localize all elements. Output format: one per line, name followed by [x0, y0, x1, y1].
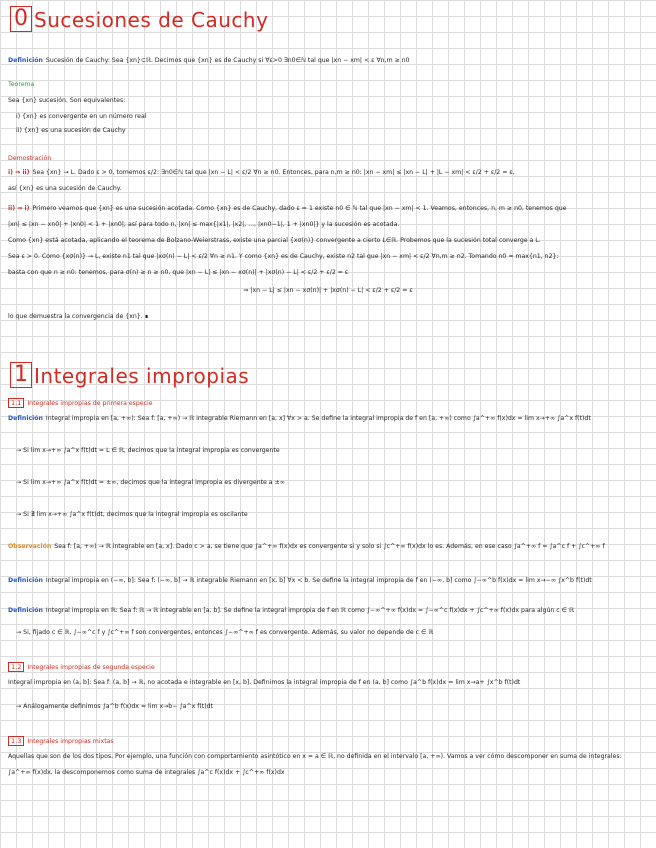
definition-1-bullet-oscillating: → Si ∄ lim x→+∞ ∫a^x f(t)dt, decimos que la integral impropia es oscilante — [16, 511, 248, 518]
section-0-title: Sucesiones de Cauchy — [34, 8, 269, 32]
theorem-intro: Sea {xn} sucesión. Son equivalentes: — [8, 97, 126, 104]
subsection-1-2-title: Integrales impropias de segunda especie — [27, 664, 155, 671]
subsection-1-1-title: Integrales impropias de primera especie — [27, 400, 153, 407]
proof-part-2-text: Primero veamos que {xn} es una sucesión acotada. Como {xn} es de Cauchy, dado ε = 1 existe n0 ∈ ℕ tal que |xn − xm| < 1. Veamos, entonces, n, m ≥ n0, tenemos que — [32, 205, 567, 212]
definition-text: Sucesión de Cauchy: Sea {xn}⊂ℝ. Decimos que {xn} es de Cauchy si ∀ε>0 ∃n0∈ℕ tal que |xn − xm| < ε ∀n,m ≥ n0 — [45, 57, 410, 64]
observation-label: Observación — [8, 543, 52, 550]
definition-2-label: Definición — [8, 577, 43, 584]
definition-improper-a-inf — [8, 414, 648, 423]
definition-3-bullet: → Si, fijado c ∈ ℝ, ∫−∞^c f y ∫c^+∞ f son convergentes, entonces ∫−∞^+∞ f es convergente. Además, su valor no depende de c ∈ ℝ — [16, 629, 434, 636]
subsection-1-3-number: 1.3 — [8, 736, 24, 746]
theorem-item-ii: ii) {xn} es una sucesión de Cauchy — [16, 127, 126, 134]
theorem-item-i: i) {xn} es convergente en un número real — [16, 113, 147, 120]
definition-cauchy — [8, 56, 648, 65]
subsection-1-1-number: 1.1 — [8, 398, 24, 408]
definition-label: Definición — [8, 57, 43, 64]
proof-part-1-label: i) ⇒ ii) — [8, 169, 30, 176]
proof-line-2 — [8, 204, 648, 213]
subsection-1-2-bullet: → Análogamente definimos ∫a^b f(x)dx = lim x→b− ∫a^x f(t)dt — [16, 703, 213, 710]
section-1-number: 1 — [10, 362, 32, 388]
definition-1-bullet-divergent: → Si lim x→+∞ ∫a^x f(t)dt = ±∞, decimos que la integral impropia es divergente a ±∞ — [16, 479, 285, 486]
proof-line-1b: así {xn} es una sucesión de Cauchy. — [8, 185, 122, 192]
subsection-1-2-definition: Integral impropia en (a, b]: Sea f: (a, b] → ℝ, no acotada e integrable en [x, b]. Definimos la integral impropia de f en (a, b] como ∫a^b f(x)dx = lim x→a+ ∫x^b f(t)dt — [8, 679, 521, 686]
proof-part-2-label: ii) ⇒ i) — [8, 205, 30, 212]
theorem-label: Teorema — [8, 81, 35, 88]
subsection-1-1-heading — [8, 398, 648, 408]
definition-improper-real-line — [8, 606, 648, 615]
definition-1-bullet-convergent: → Si lim x→+∞ ∫a^x f(t)dt = L ∈ ℝ, decimos que la integral impropia es convergente — [16, 447, 280, 454]
definition-3-label: Definición — [8, 607, 43, 614]
proof-label: Demostración — [8, 155, 52, 162]
proof-equation: ⇒ |xn − L| ≤ |xn − xσ(n)| + |xσ(n) − L| < ε/2 + ε/2 = ε — [243, 287, 413, 294]
section-0-number: 0 — [10, 6, 32, 32]
proof-line-1 — [8, 168, 648, 177]
observation-text: Sea f: [a, +∞) → ℝ integrable en [a, x]. Dado c > a, se tiene que ∫a^+∞ f(x)dx es convergente si y solo si ∫c^+∞ f(x)dx lo es. Además, en ese caso ∫a^+∞ f = ∫a^c f + ∫c^+∞ f — [54, 543, 605, 550]
proof-line-3: Como {xn} está acotada, aplicando el teorema de Bolzano-Weierstrass, existe una parcial {xσ(n)} convergente a cierto L∈ℝ. Probemos que la sucesión total converge a L. — [8, 237, 541, 244]
observation — [8, 542, 648, 551]
definition-3-text: Integral impropia en ℝ: Sea f: ℝ → ℝ integrable en [a, b]. Se define la integral impropia de f en ℝ como ∫−∞^+∞ f(x)dx = ∫−∞^c f(x)dx + ∫c^+∞ f(x)dx para algún c ∈ ℝ — [45, 607, 574, 614]
subsection-1-3-title: Integrales impropias mixtas — [27, 738, 114, 745]
section-1-title: Integrales impropias — [34, 364, 250, 388]
proof-line-4: Sea ε > 0. Como {xσ(n)} → L, existe n1 tal que |xσ(n) − L| < ε/2 ∀n ≥ n1. Y como {xn} es de Cauchy, existe n2 tal que |xn − xm| < ε/2 ∀n,m ≥ n2. Tomando n0 = max{n1, n2}: — [8, 253, 559, 260]
subsection-1-2-number: 1.2 — [8, 662, 24, 672]
proof-part-1-text: Sea {xn} → L. Dado ε > 0, tomemos ε/2: ∃n0∈ℕ tal que |xn − L| < ε/2 ∀n ≥ n0. Entonces, para n,m ≥ n0: |xn − xm| ≤ |xn − L| + |L − xm| < ε/2 + ε/2 = ε, — [32, 169, 515, 176]
subsection-1-3-text-1: Aquellas que son de los dos tipos. Por ejemplo, una función con comportamiento asintótico en x = a ∈ ℝ, no definida en el intervalo [a, +∞). Vamos a ver cómo descomponer en suma de integrales: — [8, 753, 622, 760]
subsection-1-3-text-2: ∫a^+∞ f(x)dx, la descomponemos como suma de integrales ∫a^c f(x)dx + ∫c^+∞ f(x)dx — [8, 769, 285, 776]
proof-line-5: basta con que n ≥ n0: tenemos, para σ(n) ≥ n ≥ n0, que |xn − L| ≤ |xn − xσ(n)| + |xσ(n) − L| < ε/2 + ε/2 = ε — [8, 269, 349, 276]
proof-end: lo que demuestra la convergencia de {xn}. ∎ — [8, 313, 149, 320]
subsection-1-3-heading — [8, 736, 648, 746]
proof-line-2b: |xn| ≤ |xn − xn0| + |xn0| < 1 + |xn0|; así para todo n, |xn| ≤ max{|x1|, |x2|, ..., |xn0−1|, 1 + |xn0|} y la sucesión es acotada. — [8, 221, 400, 228]
definition-1-label: Definición — [8, 415, 43, 422]
definition-1-text: Integral impropia en [a, +∞): Sea f: [a, +∞) → ℝ integrable Riemann en [a, x] ∀x > a. Se define la integral impropia de f en [a, +∞) como ∫a^+∞ f(x)dx = lim x→+∞ ∫a^x f(t)dt — [45, 415, 591, 422]
definition-improper-inf-b — [8, 576, 648, 585]
subsection-1-2-heading — [8, 662, 648, 672]
definition-2-text: Integral impropia en (−∞, b]: Sea f: (−∞, b] → ℝ integrable Riemann en [x, b] ∀x < b. Se define la integral impropia de f en (−∞, b] como ∫−∞^b f(x)dx = lim x→−∞ ∫x^b f(t)dt — [45, 577, 592, 584]
